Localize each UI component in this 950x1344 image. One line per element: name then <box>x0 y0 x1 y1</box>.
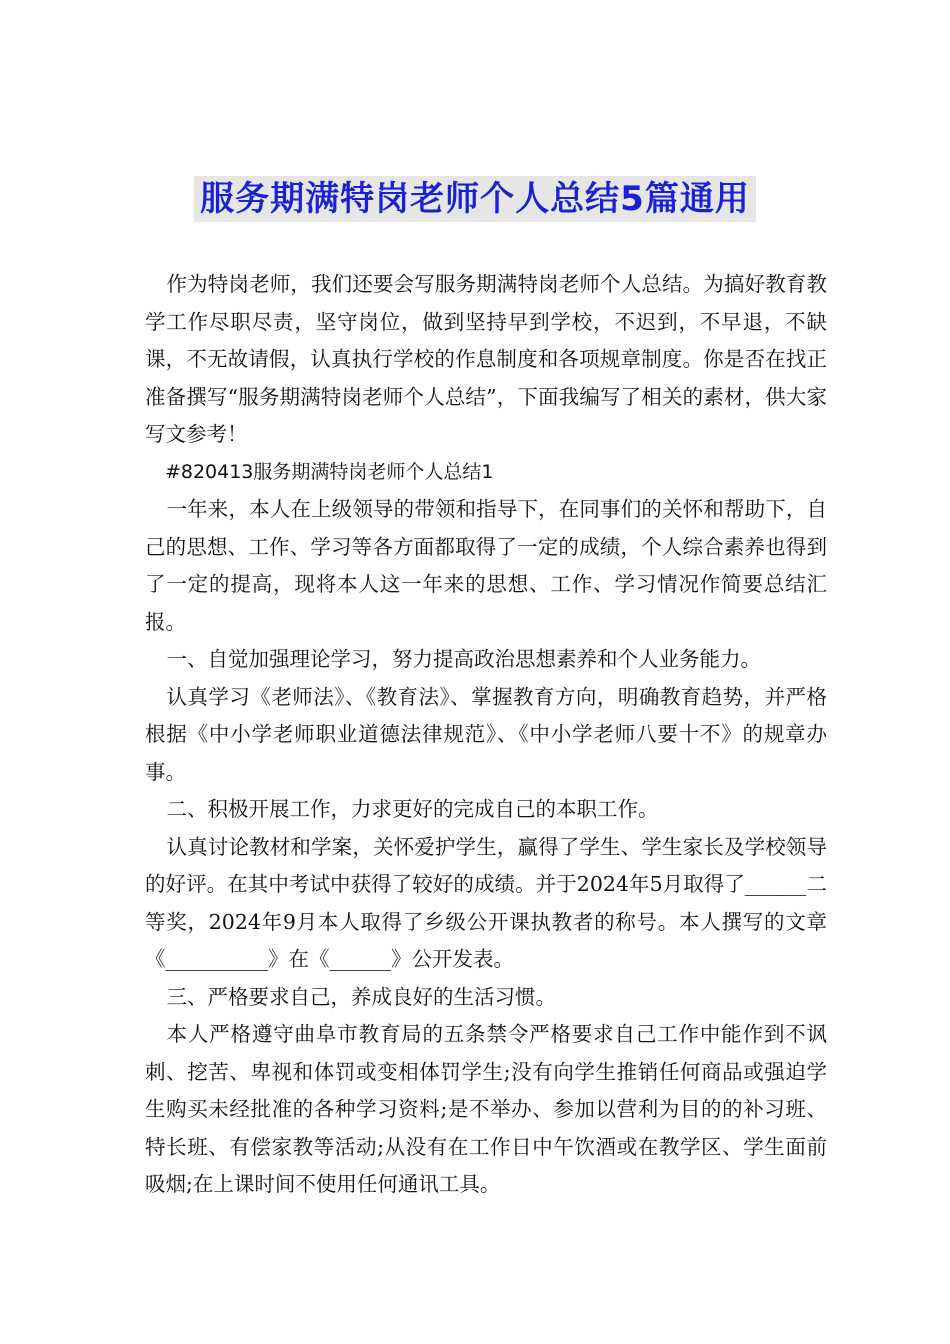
body-paragraph: 认真讨论教材和学案，关怀爱护学生，赢得了学生、学生家长及学校领导的好评。在其中考试中获得了较好的成绩。并于2024年5月取得了______二等奖，2024年9月本人取得了乡级公开课执教者的称号。本人撰写的文章《__________》在《______》公开发表。 <box>145 834 827 971</box>
title-container <box>0 176 950 222</box>
intro-paragraph: 作为特岗老师，我们还要会写服务期满特岗老师个人总结。为搞好教育教学工作尽职尽责，坚守岗位，做到坚持早到学校，不迟到，不早退，不缺课，不无故请假，认真执行学校的作息制度和各项规章制度。你是否在找正准备撰写“服务期满特岗老师个人总结”，下面我编写了相关的素材，供大家写文参考！ <box>145 272 827 446</box>
subheading-three: 三、严格要求自己，养成良好的生活习惯。 <box>166 984 557 1009</box>
body-paragraph: 认真学习《老师法》、《教育法》、掌握教育方向，明确教育趋势，并严格根据《中小学老师职业道德法律规范》、《中小学老师八要十不》的规章办事。 <box>145 684 827 784</box>
subheading-one: 一、自觉加强理论学习，努力提高政治思想素养和个人业务能力。 <box>166 647 762 671</box>
body-paragraph: 一年来，本人在上级领导的带领和指导下，在同事们的关怀和帮助下，自己的思想、工作、学习等各方面都取得了一定的成绩，个人综合素养也得到了一定的提高，现将本人这一年来的思想、工作、学习情况作简要总结汇报。 <box>145 497 827 634</box>
document-body <box>145 266 827 1204</box>
section-heading-summary-1: #820413服务期满特岗老师个人总结1 <box>164 460 494 483</box>
subheading-two: 二、积极开展工作，力求更好的完成自己的本职工作。 <box>166 797 659 821</box>
body-paragraph: 本人严格遵守曲阜市教育局的五条禁令严格要求自己工作中能作到不讽刺、挖苦、卑视和体罚或变相体罚学生;没有向学生推销任何商品或强迫学生购买未经批准的各种学习资料;是不举办、参加以营利为目的的补习班、特长班、有偿家教等活动;从没有在工作日中午饮酒或在教学区、学生面前吸烟;在上课时间不使用任何通讯工具。 <box>145 1022 827 1196</box>
document-title: 服务期满特岗老师个人总结5篇通用 <box>194 176 756 222</box>
